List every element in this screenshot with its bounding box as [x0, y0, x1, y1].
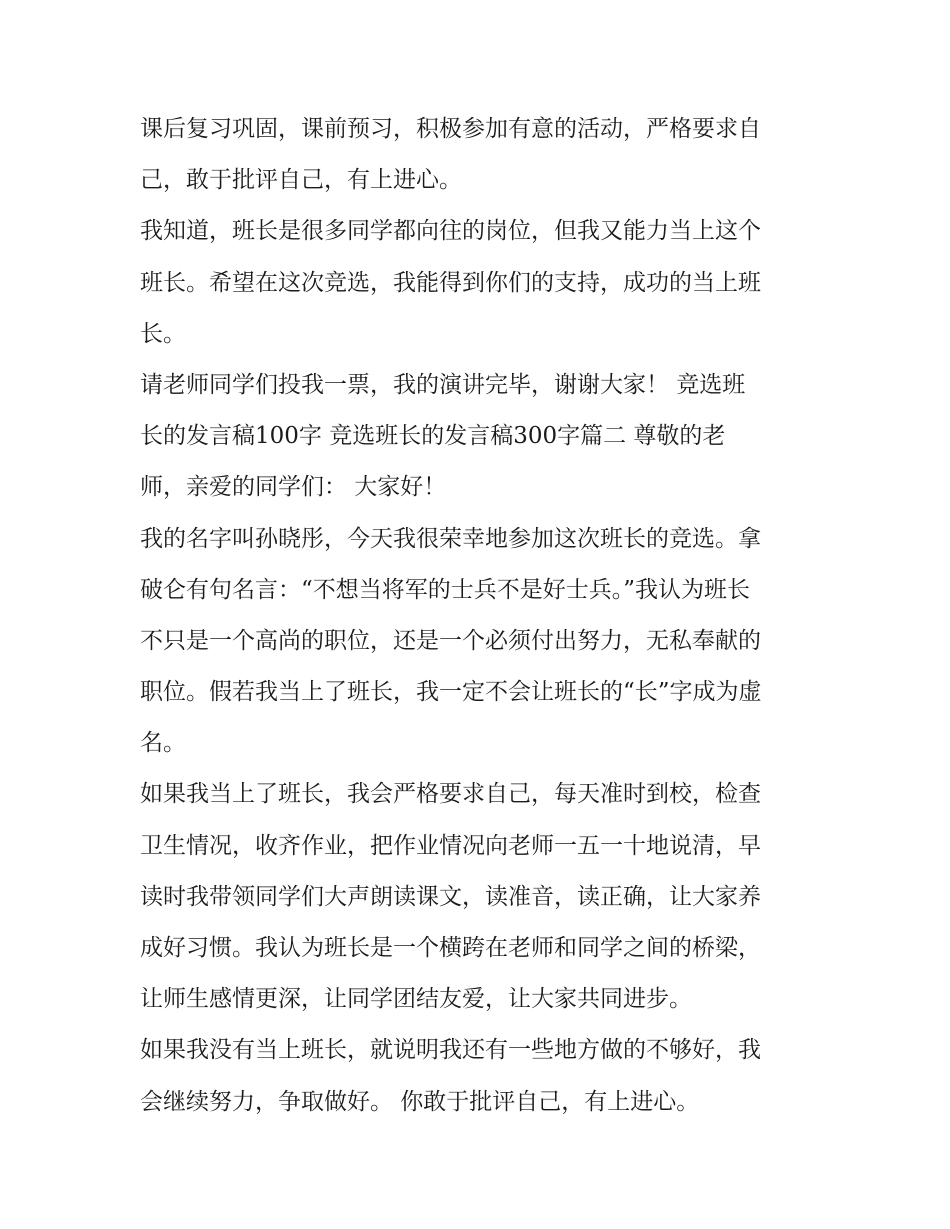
document-body — [140, 104, 820, 1128]
text-line: 我的名字叫孙晓彤，今天我很荣幸地参加这次班长的竞选。拿 — [140, 525, 761, 552]
text-line: 班长。希望在这次竞选，我能得到你们的支持，成功的当上班 — [140, 269, 761, 296]
text-line: 如果我没有当上班长，就说明我还有一些地方做的不够好，我 — [140, 1037, 761, 1064]
text-line: 会继续努力，争取做好。 你敢于批评自己，有上进心。 — [140, 1088, 700, 1115]
text-line: 破仑有句名言：“不想当将军的士兵不是好士兵。”我认为班长 — [140, 576, 751, 603]
text-line: 职位。假若我当上了班长，我一定不会让班长的“长”字成为虚 — [140, 679, 762, 706]
text-line: 成好习惯。我认为班长是一个横跨在老师和同学之间的桥梁， — [140, 935, 761, 961]
text-line: 如果我当上了班长，我会严格要求自己，每天准时到校，检查 — [140, 781, 761, 808]
text-line: 己，敢于批评自己，有上进心。 — [140, 167, 462, 194]
text-line: 让师生感情更深，让同学团结友爱，让大家共同进步。 — [140, 986, 692, 1013]
text-line: 我知道，班长是很多同学都向往的岗位，但我又能力当上这个 — [140, 218, 761, 245]
text-line: 长。 — [140, 320, 186, 347]
text-line: 读时我带领同学们大声朗读课文，读准音，读正确，让大家养 — [140, 883, 761, 910]
text-line: 师，亲爱的同学们： 大家好！ — [140, 474, 447, 501]
text-line: 长的发言稿100字 竞选班长的发言稿300字篇二 尊敬的老 — [140, 423, 726, 450]
text-line: 课后复习巩固，课前预习，积极参加有意的活动，严格要求自 — [140, 116, 761, 142]
text-line: 不只是一个高尚的职位，还是一个必须付出努力，无私奉献的 — [140, 627, 761, 654]
text-line: 卫生情况，收齐作业，把作业情况向老师一五一十地说清，早 — [140, 832, 761, 859]
text-line: 请老师同学们投我一票，我的演讲完毕，谢谢大家！ 竞选班 — [140, 371, 746, 398]
text-line: 名。 — [140, 730, 186, 757]
